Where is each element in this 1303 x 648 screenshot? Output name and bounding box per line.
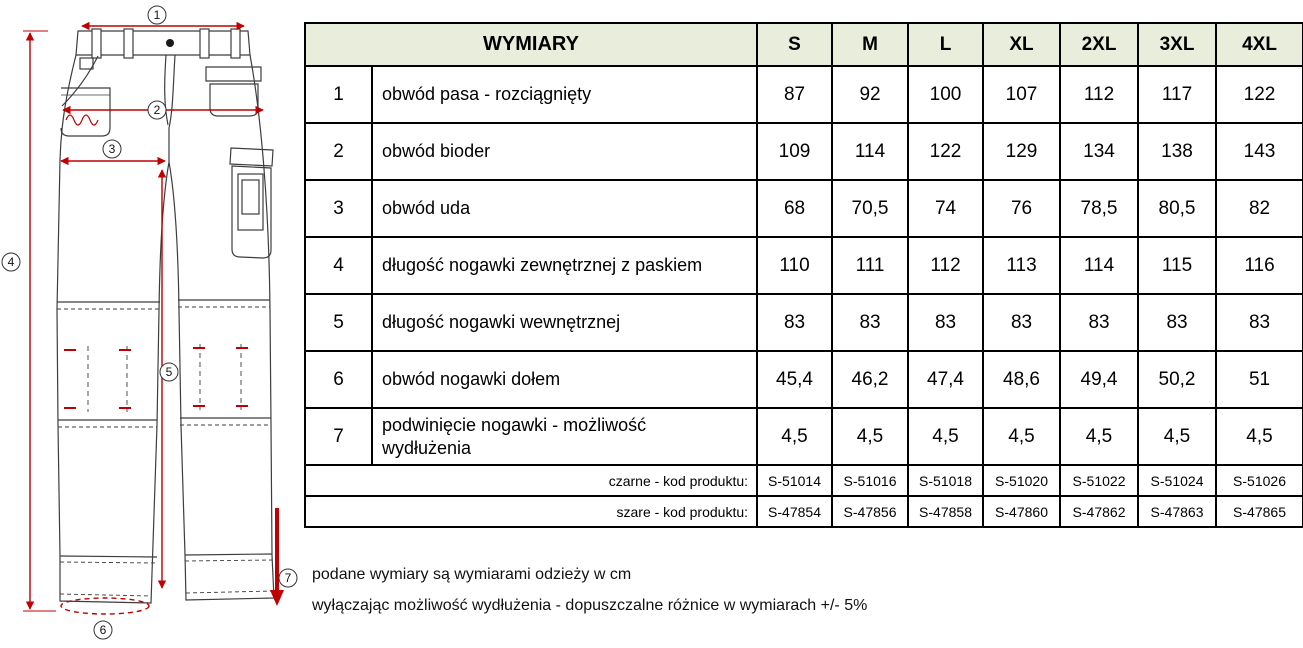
measure-marker-5 xyxy=(160,363,178,381)
measurement-label: obwód nogawki dołem xyxy=(372,351,757,408)
black-product-code-row xyxy=(305,465,1303,496)
code-row-label: szare - kod produktu: xyxy=(305,496,757,527)
value-cell: 78,5 xyxy=(1060,180,1138,237)
pants-outline xyxy=(57,29,274,603)
size-header-4xl: 4XL xyxy=(1216,23,1303,66)
value-cell: 48,6 xyxy=(983,351,1060,408)
belt-loop xyxy=(124,29,133,58)
value-cell: 111 xyxy=(832,237,908,294)
value-cell: 129 xyxy=(983,123,1060,180)
product-code-cell: S-51022 xyxy=(1060,465,1138,496)
value-cell: 83 xyxy=(983,294,1060,351)
product-code-cell: S-51014 xyxy=(757,465,832,496)
measure-marker-3 xyxy=(103,140,121,158)
value-cell: 107 xyxy=(983,66,1060,123)
belt-loop xyxy=(92,29,101,58)
footnotes xyxy=(312,566,867,628)
value-cell: 138 xyxy=(1138,123,1216,180)
measure-marker-7 xyxy=(279,569,297,587)
product-code-cell: S-51026 xyxy=(1216,465,1303,496)
marker-6-label: 6 xyxy=(99,623,107,637)
measurement-row-7 xyxy=(305,408,1303,465)
pants-measurement-diagram xyxy=(0,0,302,643)
measurement-label: obwód pasa - rozciągnięty xyxy=(372,66,757,123)
note-line-2: wyłączając możliwość wydłużenia - dopuszczalne różnice w wymiarach +/- 5% xyxy=(312,597,868,614)
value-cell: 83 xyxy=(757,294,832,351)
measurement-row-2 xyxy=(305,123,1303,180)
product-code-cell: S-51016 xyxy=(832,465,908,496)
value-cell: 46,2 xyxy=(832,351,908,408)
measurement-label: obwód uda xyxy=(372,180,757,237)
marker-1-label: 1 xyxy=(153,8,161,22)
product-code-cell: S-51020 xyxy=(983,465,1060,496)
marker-2-label: 2 xyxy=(153,103,161,117)
row-number: 1 xyxy=(305,66,372,123)
row-number: 6 xyxy=(305,351,372,408)
measure-markers xyxy=(2,6,297,639)
row-number: 7 xyxy=(305,408,372,465)
marker-5-label: 5 xyxy=(165,365,173,379)
size-table-body xyxy=(305,66,1303,527)
code-row-label: czarne - kod produktu: xyxy=(305,465,757,496)
product-code-cell: S-51024 xyxy=(1138,465,1216,496)
value-cell: 83 xyxy=(908,294,983,351)
value-cell: 112 xyxy=(1060,66,1138,123)
value-cell: 68 xyxy=(757,180,832,237)
table-header-row xyxy=(305,23,1303,66)
measurement-label: obwód bioder xyxy=(372,123,757,180)
value-cell: 113 xyxy=(983,237,1060,294)
value-cell: 134 xyxy=(1060,123,1138,180)
marker-7-label: 7 xyxy=(284,571,292,585)
size-header-3xl: 3XL xyxy=(1138,23,1216,66)
value-cell: 4,5 xyxy=(832,408,908,465)
row-number: 2 xyxy=(305,123,372,180)
measure-marker-4 xyxy=(2,253,20,271)
measure-marker-1 xyxy=(148,6,166,24)
gray-product-code-row xyxy=(305,496,1303,527)
row-number: 4 xyxy=(305,237,372,294)
note-line-1: podane wymiary są wymiarami odzieży w cm xyxy=(312,566,632,583)
measure-marker-6 xyxy=(94,621,112,639)
value-cell: 114 xyxy=(832,123,908,180)
value-cell: 87 xyxy=(757,66,832,123)
value-cell: 117 xyxy=(1138,66,1216,123)
value-cell: 122 xyxy=(1216,66,1303,123)
elastic-coil xyxy=(66,115,98,125)
value-cell: 70,5 xyxy=(832,180,908,237)
value-cell: 112 xyxy=(908,237,983,294)
cargo-pocket-flap xyxy=(230,148,273,166)
value-cell: 110 xyxy=(757,237,832,294)
measurement-row-1 xyxy=(305,66,1303,123)
value-cell: 45,4 xyxy=(757,351,832,408)
size-header-s: S xyxy=(757,23,832,66)
value-cell: 50,2 xyxy=(1138,351,1216,408)
size-header-m: M xyxy=(832,23,908,66)
value-cell: 115 xyxy=(1138,237,1216,294)
value-cell: 74 xyxy=(908,180,983,237)
value-cell: 47,4 xyxy=(908,351,983,408)
product-code-cell: S-47865 xyxy=(1216,496,1303,527)
value-cell: 109 xyxy=(757,123,832,180)
waist-button xyxy=(166,39,174,47)
value-cell: 80,5 xyxy=(1138,180,1216,237)
marker-3-label: 3 xyxy=(108,142,116,156)
value-cell: 83 xyxy=(1138,294,1216,351)
value-cell: 4,5 xyxy=(757,408,832,465)
product-code-cell: S-47863 xyxy=(1138,496,1216,527)
product-code-cell: S-47862 xyxy=(1060,496,1138,527)
value-cell: 83 xyxy=(1216,294,1303,351)
value-cell: 143 xyxy=(1216,123,1303,180)
value-cell: 4,5 xyxy=(1216,408,1303,465)
value-cell: 114 xyxy=(1060,237,1138,294)
value-cell: 122 xyxy=(908,123,983,180)
size-header-xl: XL xyxy=(983,23,1060,66)
measurement-label: długość nogawki zewnętrznej z paskiem xyxy=(372,237,757,294)
marker-4-label: 4 xyxy=(7,255,15,269)
size-table-wrap xyxy=(304,22,1303,528)
measurement-label: podwinięcie nogawki - możliwość wydłużenia xyxy=(372,408,757,465)
coin-pocket xyxy=(80,58,93,69)
product-code-cell: S-47858 xyxy=(908,496,983,527)
measurement-row-4 xyxy=(305,237,1303,294)
measurement-label: długość nogawki wewnętrznej xyxy=(372,294,757,351)
belt-loop xyxy=(200,29,209,58)
value-cell: 83 xyxy=(832,294,908,351)
value-cell: 92 xyxy=(832,66,908,123)
belt-loop xyxy=(231,29,240,58)
pants-technical-drawing xyxy=(0,0,302,643)
value-cell: 100 xyxy=(908,66,983,123)
measure-marker-2 xyxy=(148,101,166,119)
product-code-cell: S-47860 xyxy=(983,496,1060,527)
size-header-2xl: 2XL xyxy=(1060,23,1138,66)
size-table xyxy=(304,22,1303,528)
measurement-row-6 xyxy=(305,351,1303,408)
value-cell: 4,5 xyxy=(1138,408,1216,465)
product-code-cell: S-47856 xyxy=(832,496,908,527)
measurement-row-3 xyxy=(305,180,1303,237)
value-cell: 83 xyxy=(1060,294,1138,351)
hem-circumference xyxy=(61,598,149,614)
value-cell: 4,5 xyxy=(908,408,983,465)
value-cell: 76 xyxy=(983,180,1060,237)
product-code-cell: S-47854 xyxy=(757,496,832,527)
product-code-cell: S-51018 xyxy=(908,465,983,496)
row-number: 3 xyxy=(305,180,372,237)
value-cell: 4,5 xyxy=(1060,408,1138,465)
value-cell: 82 xyxy=(1216,180,1303,237)
value-cell: 116 xyxy=(1216,237,1303,294)
table-title: WYMIARY xyxy=(305,23,757,66)
value-cell: 49,4 xyxy=(1060,351,1138,408)
size-header-l: L xyxy=(908,23,983,66)
measurement-row-5 xyxy=(305,294,1303,351)
row-number: 5 xyxy=(305,294,372,351)
value-cell: 51 xyxy=(1216,351,1303,408)
value-cell: 4,5 xyxy=(983,408,1060,465)
